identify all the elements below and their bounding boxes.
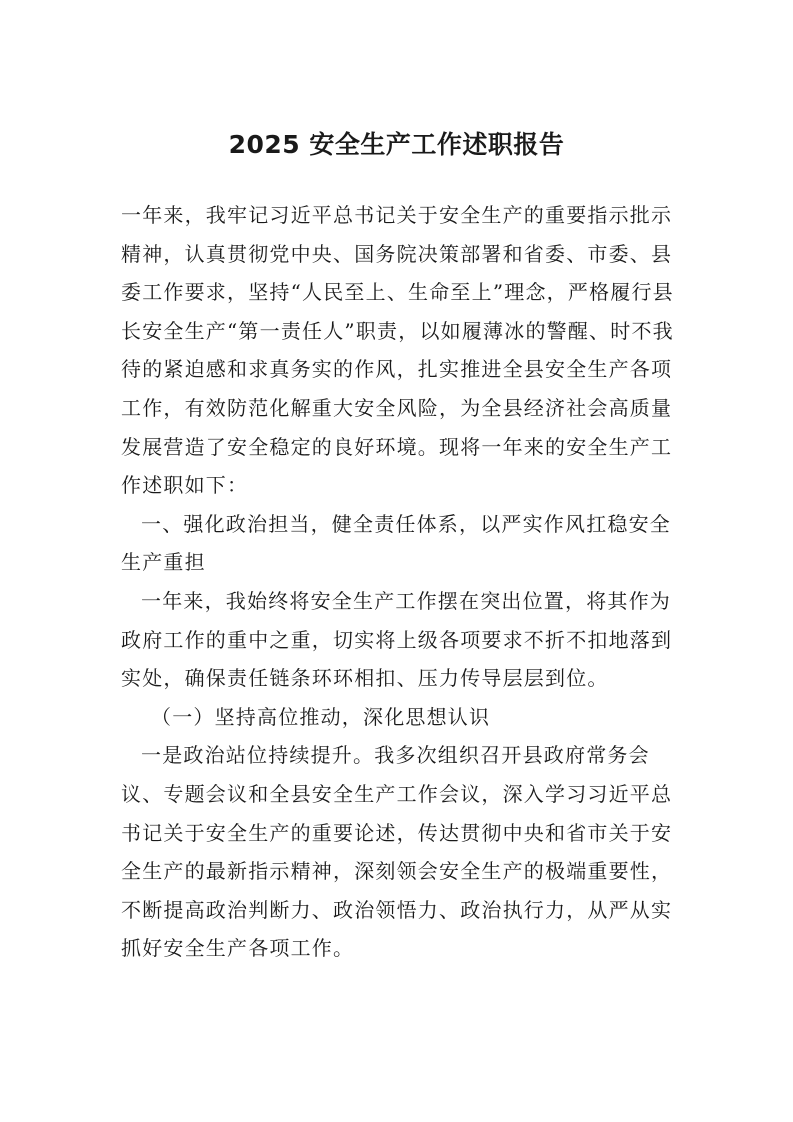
document-title: 2025 安全生产工作述职报告 xyxy=(228,130,565,159)
subsection-heading-1: （一）坚持高位推动，深化思想认识 xyxy=(151,704,491,729)
section-heading-1: 一、强化政治担当，健全责任体系，以严实作风扛稳安全生产重担 xyxy=(121,511,671,575)
subsection-1-paragraph: 一是政治站位持续提升。我多次组织召开县政府常务会议、专题会议和全县安全生产工作会议，深入学习习近平总书记关于安全生产的重要论述，传达贯彻中央和省市关于安全生产的最新指示精神，深刻领会安全生产的极端重要性，不断提高政治判断力、政治领悟力、政治执行力，从严从实抓好安全生产各项工作。 xyxy=(121,743,673,961)
section-1-paragraph: 一年来，我始终将安全生产工作摆在突出位置，将其作为政府工作的重中之重，切实将上级各项要求不折不扣地落到实处，确保责任链条环环相扣、压力传导层层到位。 xyxy=(121,588,673,691)
intro-paragraph: 一年来，我牢记习近平总书记关于安全生产的重要指示批示精神，认真贯彻党中央、国务院决策部署和省委、市委、县委工作要求，坚持“人民至上、生命至上”理念，严格履行县长安全生产“第一责任人”职责，以如履薄冰的警醒、时不我待的紧迫感和求真务实的作风，扎实推进全县安全生产各项工作，有效防范化解重大安全风险，为全县经济社会高质量发展营造了安全稳定的良好环境。现将一年来的安全生产工作述职如下： xyxy=(121,203,674,498)
document-body xyxy=(121,196,681,968)
